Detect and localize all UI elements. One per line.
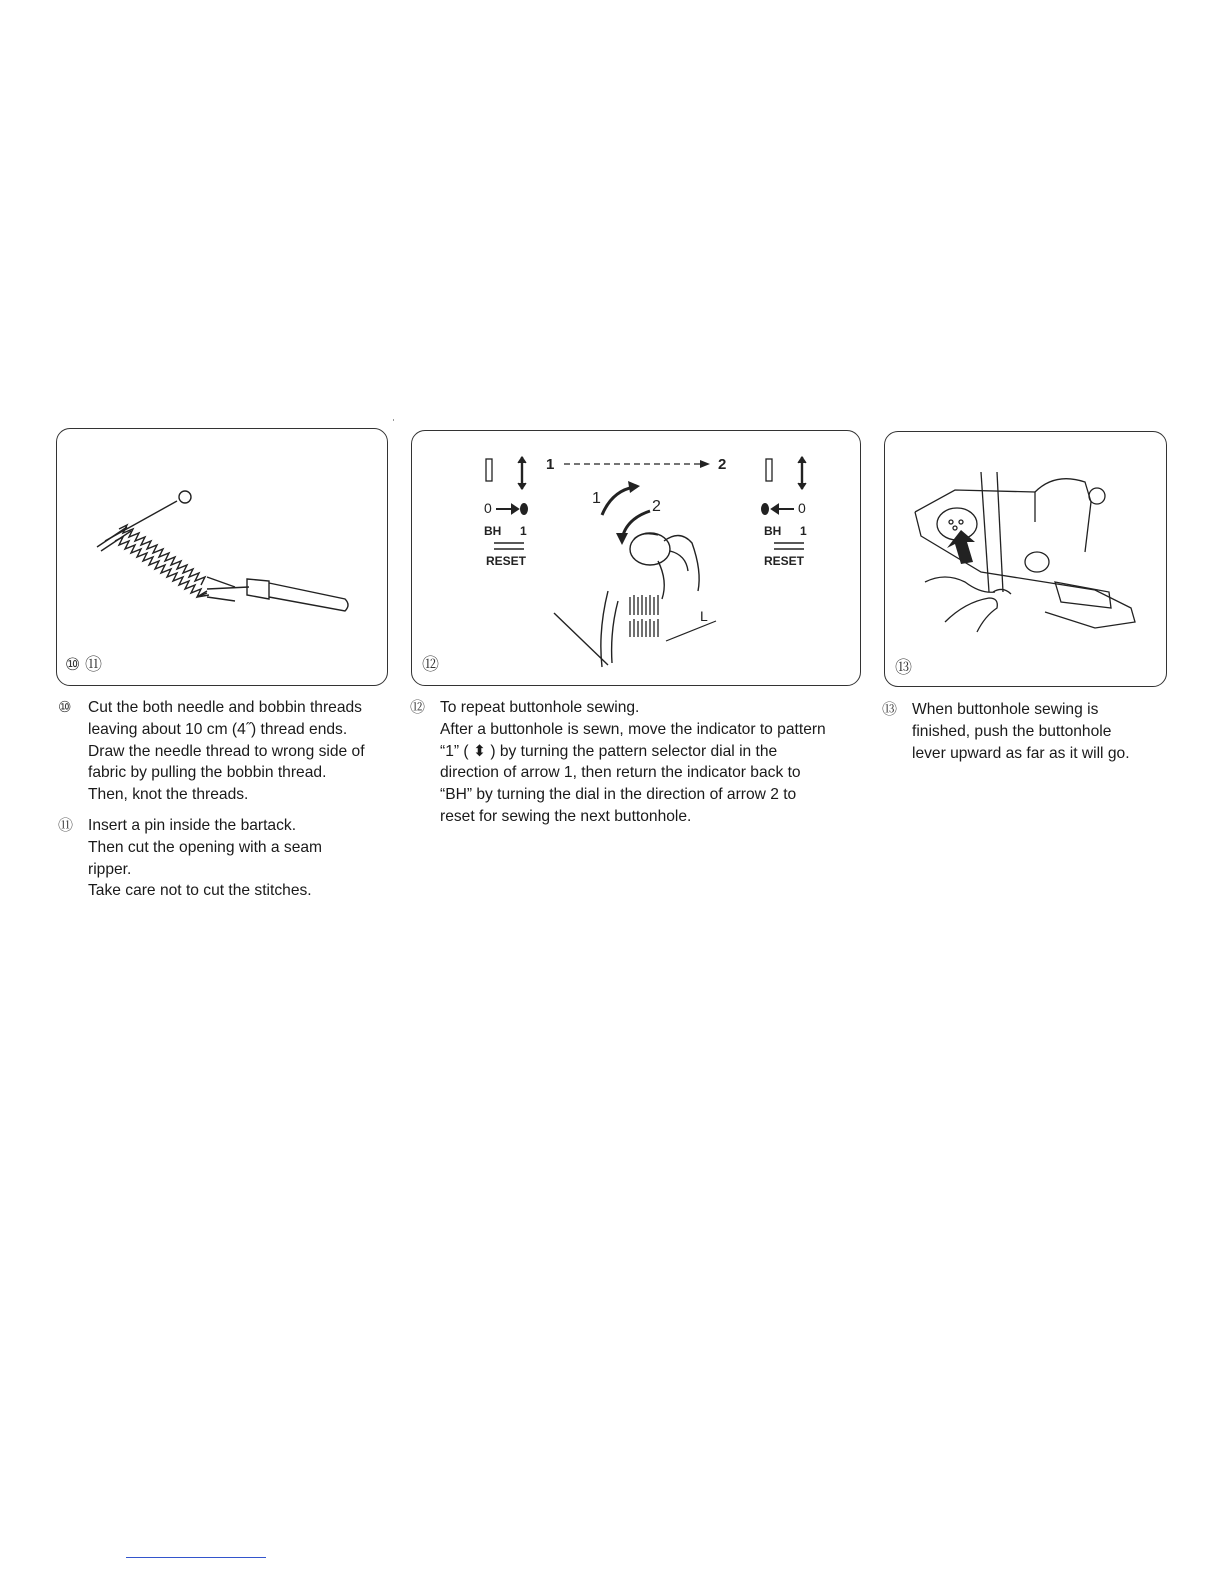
figure-number: ⑫ bbox=[422, 655, 439, 674]
text-line: Take care not to cut the stitches. bbox=[88, 882, 312, 900]
text-line: “1” ( ⬍ ) by turning the pattern selector dial in the bbox=[440, 742, 778, 760]
text-line: Insert a pin inside the bartack. bbox=[88, 816, 297, 834]
text-line: fabric by pulling the bobbin thread. bbox=[88, 764, 327, 782]
stray-mark bbox=[393, 419, 394, 421]
arrow-end-label: 2 bbox=[718, 456, 727, 473]
instructions-column-3 bbox=[882, 699, 1172, 773]
one-label-right: 1 bbox=[800, 524, 807, 538]
instructions-column-1 bbox=[58, 697, 398, 911]
one-label-left: 1 bbox=[520, 524, 527, 538]
dial-arrow-2-label: 2 bbox=[652, 498, 661, 515]
step-12 bbox=[410, 697, 870, 828]
lever-illustration bbox=[885, 432, 1168, 688]
text-line: direction of arrow 1, then return the indicator back to bbox=[440, 764, 801, 782]
text-line: Draw the needle thread to wrong side of bbox=[88, 742, 365, 760]
step-11 bbox=[58, 815, 398, 902]
dial-arrow-1-label: 1 bbox=[592, 490, 601, 507]
reset-label-right: RESET bbox=[764, 554, 805, 568]
figure-number: ⑩ ⑪ bbox=[65, 655, 102, 674]
text-line: To repeat buttonhole sewing. bbox=[440, 699, 640, 716]
arrow-start-label: 1 bbox=[546, 456, 555, 473]
dial-left-zero: 0 bbox=[484, 500, 492, 516]
step-number: ⑬ bbox=[882, 701, 898, 718]
figure-number: ⑬ bbox=[895, 658, 912, 677]
text-line: Cut the both needle and bobbin threads bbox=[88, 699, 362, 716]
step-number: ⑩ bbox=[58, 699, 72, 716]
dial-right-zero: 0 bbox=[798, 500, 806, 516]
text-line: lever upward as far as it will go. bbox=[912, 744, 1130, 762]
text-line: leaving about 10 cm (4˝) thread ends. bbox=[88, 720, 348, 738]
text-line: When buttonhole sewing is bbox=[912, 701, 1099, 718]
text-line: reset for sewing the next buttonhole. bbox=[440, 807, 692, 825]
text-line: finished, push the buttonhole bbox=[912, 722, 1112, 740]
bh-label-right: BH bbox=[764, 524, 782, 538]
letter-l-label: L bbox=[700, 608, 708, 624]
footer-rule bbox=[126, 1557, 266, 1558]
text-line: After a buttonhole is sewn, move the indicator to pattern bbox=[440, 720, 826, 738]
step-10 bbox=[58, 697, 398, 806]
reset-label-left: RESET bbox=[486, 554, 527, 568]
step-number: ⑪ bbox=[58, 816, 74, 834]
text-line: “BH” by turning the dial in the direction of arrow 2 to bbox=[440, 786, 797, 804]
step-number: ⑫ bbox=[410, 699, 426, 716]
instructions-column-2 bbox=[410, 697, 870, 837]
figure-buttonhole-lever bbox=[884, 431, 1167, 687]
text-line: Then, knot the threads. bbox=[88, 786, 249, 804]
dial-illustration bbox=[412, 431, 862, 687]
figure-seam-ripper bbox=[56, 428, 388, 686]
text-line: ripper. bbox=[88, 860, 132, 878]
figure-pattern-dial bbox=[411, 430, 861, 686]
stitch-indicator-right bbox=[766, 457, 806, 489]
seam-ripper-illustration bbox=[57, 429, 389, 687]
stitch-indicator-left bbox=[486, 457, 526, 489]
step-13 bbox=[882, 699, 1172, 764]
text-line: Then cut the opening with a seam bbox=[88, 838, 323, 856]
bh-label-left: BH bbox=[484, 524, 502, 538]
